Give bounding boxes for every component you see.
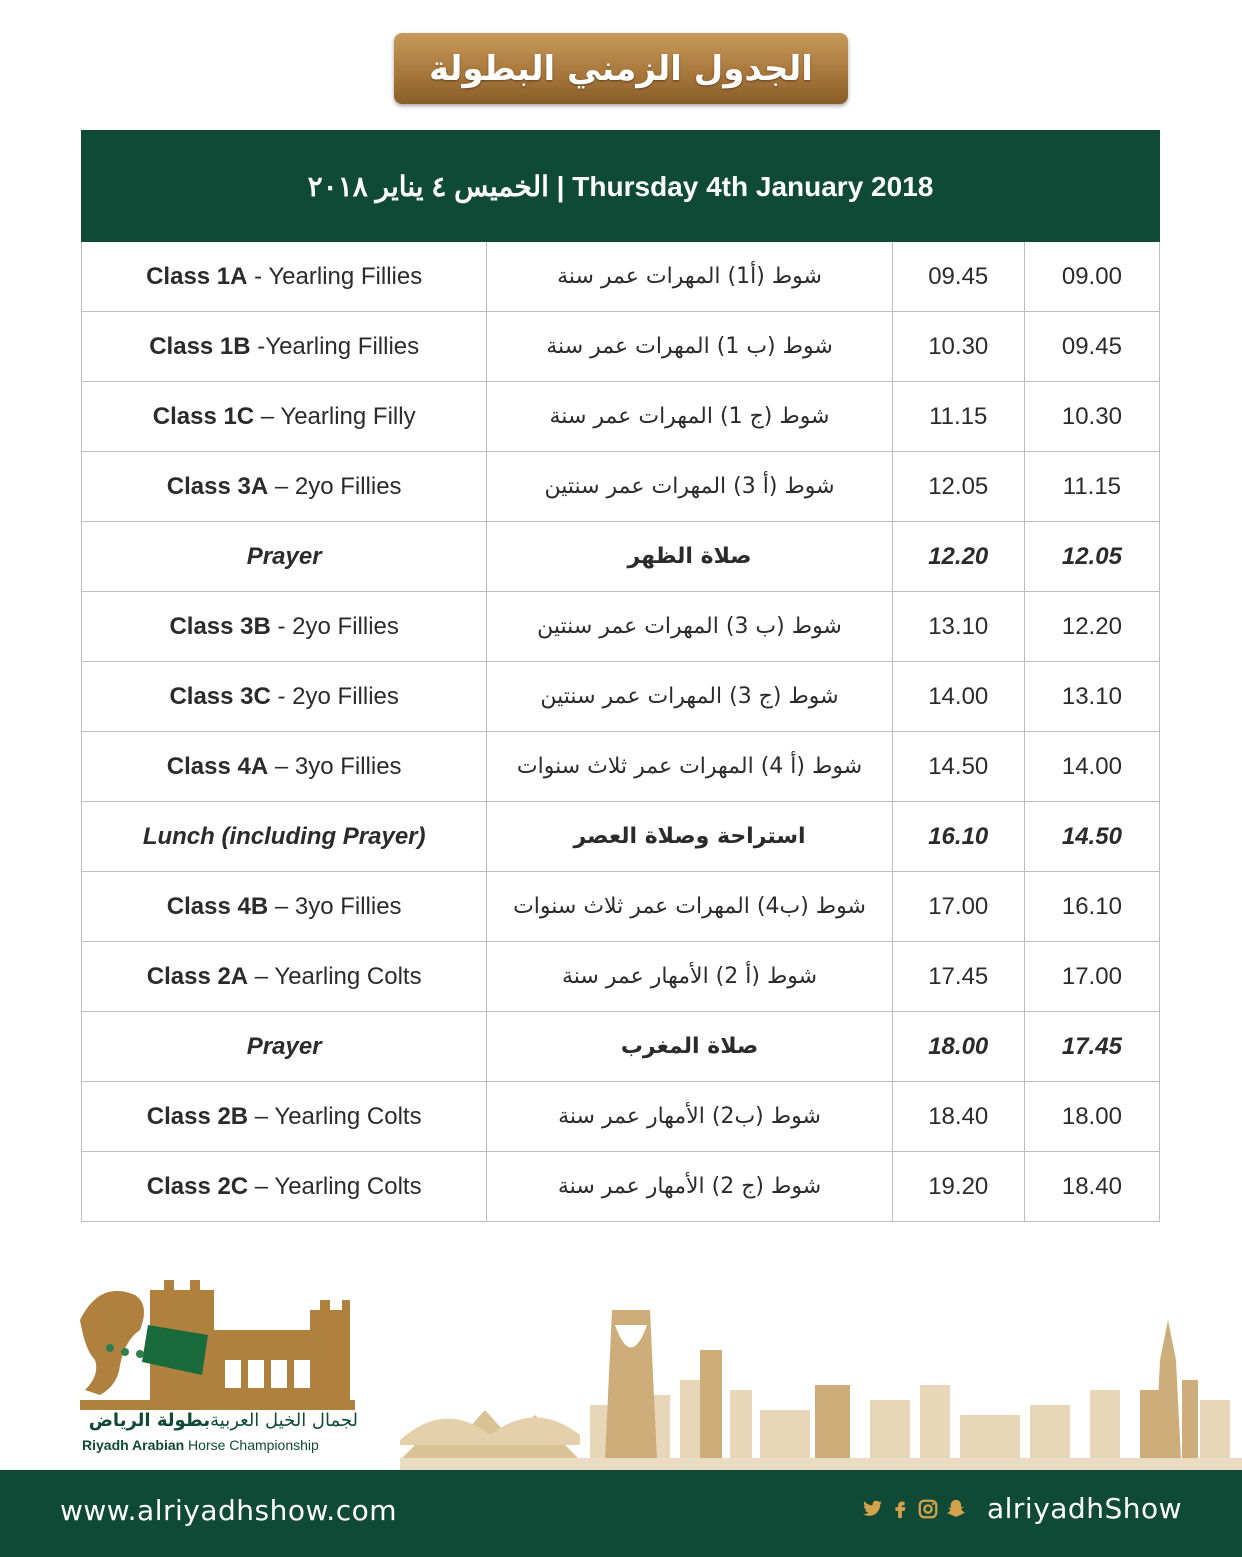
start-time: 14.00 (1024, 732, 1159, 802)
class-row (82, 662, 1160, 732)
end-time: 12.20 (892, 522, 1024, 592)
class-code: Class 2A (146, 962, 249, 990)
class-name-ar: شوط (ب 3) المهرات عمر سنتين (487, 592, 892, 662)
page-title: الجدول الزمني البطولة (429, 48, 813, 89)
class-description: – 3yo Fillies (268, 892, 402, 920)
schedule-rows (82, 242, 1160, 1222)
class-description: Prayer (246, 542, 322, 570)
title-plate (394, 33, 848, 104)
class-row (82, 312, 1160, 382)
start-time: 17.00 (1024, 942, 1159, 1012)
social-handle[interactable]: alriyadhShow (986, 1492, 1182, 1525)
class-row (82, 382, 1160, 452)
snapchat-icon[interactable] (945, 1498, 967, 1520)
twitter-icon[interactable] (861, 1498, 883, 1520)
break-row (82, 522, 1160, 592)
end-time: 09.45 (892, 242, 1024, 312)
class-description: – Yearling Colts (248, 1172, 422, 1200)
end-time: 13.10 (892, 592, 1024, 662)
schedule-table (81, 130, 1160, 1222)
end-time: 17.45 (892, 942, 1024, 1012)
end-time: 18.40 (892, 1082, 1024, 1152)
class-code: Class 1C (152, 402, 255, 430)
class-code: Class 4B (166, 892, 269, 920)
break-row (82, 1012, 1160, 1082)
class-description: -Yearling Fillies (250, 332, 420, 360)
class-name-ar: شوط (ب2) الأمهار عمر سنة (487, 1082, 892, 1152)
footer-bar (0, 1470, 1242, 1557)
break-row (82, 802, 1160, 872)
class-code: Class 3B (169, 612, 271, 640)
class-code: Class 1B (149, 332, 251, 360)
class-name-ar: استراحة وصلاة العصر (487, 802, 892, 872)
end-time: 19.20 (892, 1152, 1024, 1222)
website-link[interactable]: www.alriyadhshow.com (60, 1494, 398, 1527)
class-name-en (82, 662, 487, 732)
end-time: 12.05 (892, 452, 1024, 522)
class-name-en (82, 732, 487, 802)
class-name-en (82, 802, 487, 872)
end-time: 14.50 (892, 732, 1024, 802)
class-row (82, 732, 1160, 802)
class-code: Class 1A (146, 262, 248, 290)
instagram-icon[interactable] (917, 1498, 939, 1520)
start-time: 14.50 (1024, 802, 1159, 872)
class-name-en (82, 1082, 487, 1152)
class-code: Class 3C (169, 682, 271, 710)
class-name-ar: شوط (أ 3) المهرات عمر سنتين (487, 452, 892, 522)
class-description: – Yearling Filly (254, 402, 416, 430)
class-description: Lunch (including Prayer) (142, 822, 426, 850)
class-name-en (82, 872, 487, 942)
class-name-ar: شوط (أ1) المهرات عمر سنة (487, 242, 892, 312)
date-header: الخميس ٤ يناير ٢٠١٨ | Thursday 4th January 2018 (82, 131, 1160, 242)
class-name-en (82, 382, 487, 452)
class-description: - 2yo Fillies (270, 612, 399, 640)
class-name-en (82, 242, 487, 312)
logo-arabic-name: لجمال الخيل العربيةبطولة الرياض (88, 1410, 358, 1431)
end-time: 10.30 (892, 312, 1024, 382)
class-name-ar: شوط (ب 1) المهرات عمر سنة (487, 312, 892, 382)
class-code: Class 2C (146, 1172, 249, 1200)
class-name-en (82, 452, 487, 522)
class-name-ar: شوط (ج 1) المهرات عمر سنة (487, 382, 892, 452)
class-description: – Yearling Colts (248, 1102, 422, 1130)
class-name-en (82, 592, 487, 662)
class-name-en (82, 1012, 487, 1082)
start-time: 16.10 (1024, 872, 1159, 942)
start-time: 12.20 (1024, 592, 1159, 662)
class-name-en (82, 1152, 487, 1222)
class-row (82, 1152, 1160, 1222)
class-name-ar: شوط (ب4) المهرات عمر ثلاث سنوات (487, 872, 892, 942)
championship-logo (80, 1270, 365, 1465)
end-time: 17.00 (892, 872, 1024, 942)
class-code: Class 4A (166, 752, 269, 780)
start-time: 10.30 (1024, 382, 1159, 452)
class-description: – 2yo Fillies (268, 472, 402, 500)
logo-english-name: Riyadh Arabian Horse Championship (82, 1437, 319, 1453)
riyadh-skyline-illustration (400, 1290, 1242, 1470)
class-name-ar: شوط (ج 2) الأمهار عمر سنة (487, 1152, 892, 1222)
start-time: 17.45 (1024, 1012, 1159, 1082)
class-name-ar: شوط (أ 2) الأمهار عمر سنة (487, 942, 892, 1012)
start-time: 18.40 (1024, 1152, 1159, 1222)
class-name-ar: شوط (أ 4) المهرات عمر ثلاث سنوات (487, 732, 892, 802)
class-name-en (82, 312, 487, 382)
class-name-ar: صلاة الظهر (487, 522, 892, 592)
class-description: Prayer (246, 1032, 322, 1060)
class-row (82, 942, 1160, 1012)
class-name-en (82, 942, 487, 1012)
start-time: 11.15 (1024, 452, 1159, 522)
class-description: – 3yo Fillies (268, 752, 402, 780)
start-time: 13.10 (1024, 662, 1159, 732)
class-code: Class 2B (146, 1102, 249, 1130)
class-description: – Yearling Colts (248, 962, 422, 990)
end-time: 14.00 (892, 662, 1024, 732)
start-time: 18.00 (1024, 1082, 1159, 1152)
social-links (861, 1492, 1182, 1525)
end-time: 16.10 (892, 802, 1024, 872)
class-row (82, 592, 1160, 662)
start-time: 09.45 (1024, 312, 1159, 382)
class-row (82, 452, 1160, 522)
class-description: - Yearling Fillies (247, 262, 423, 290)
class-description: - 2yo Fillies (270, 682, 399, 710)
start-time: 09.00 (1024, 242, 1159, 312)
class-row (82, 242, 1160, 312)
class-name-ar: شوط (ج 3) المهرات عمر سنتين (487, 662, 892, 732)
class-row (82, 1082, 1160, 1152)
start-time: 12.05 (1024, 522, 1159, 592)
class-code: Class 3A (166, 472, 269, 500)
end-time: 11.15 (892, 382, 1024, 452)
end-time: 18.00 (892, 1012, 1024, 1082)
class-name-en (82, 522, 487, 592)
class-name-ar: صلاة المغرب (487, 1012, 892, 1082)
facebook-icon[interactable] (889, 1498, 911, 1520)
class-row (82, 872, 1160, 942)
